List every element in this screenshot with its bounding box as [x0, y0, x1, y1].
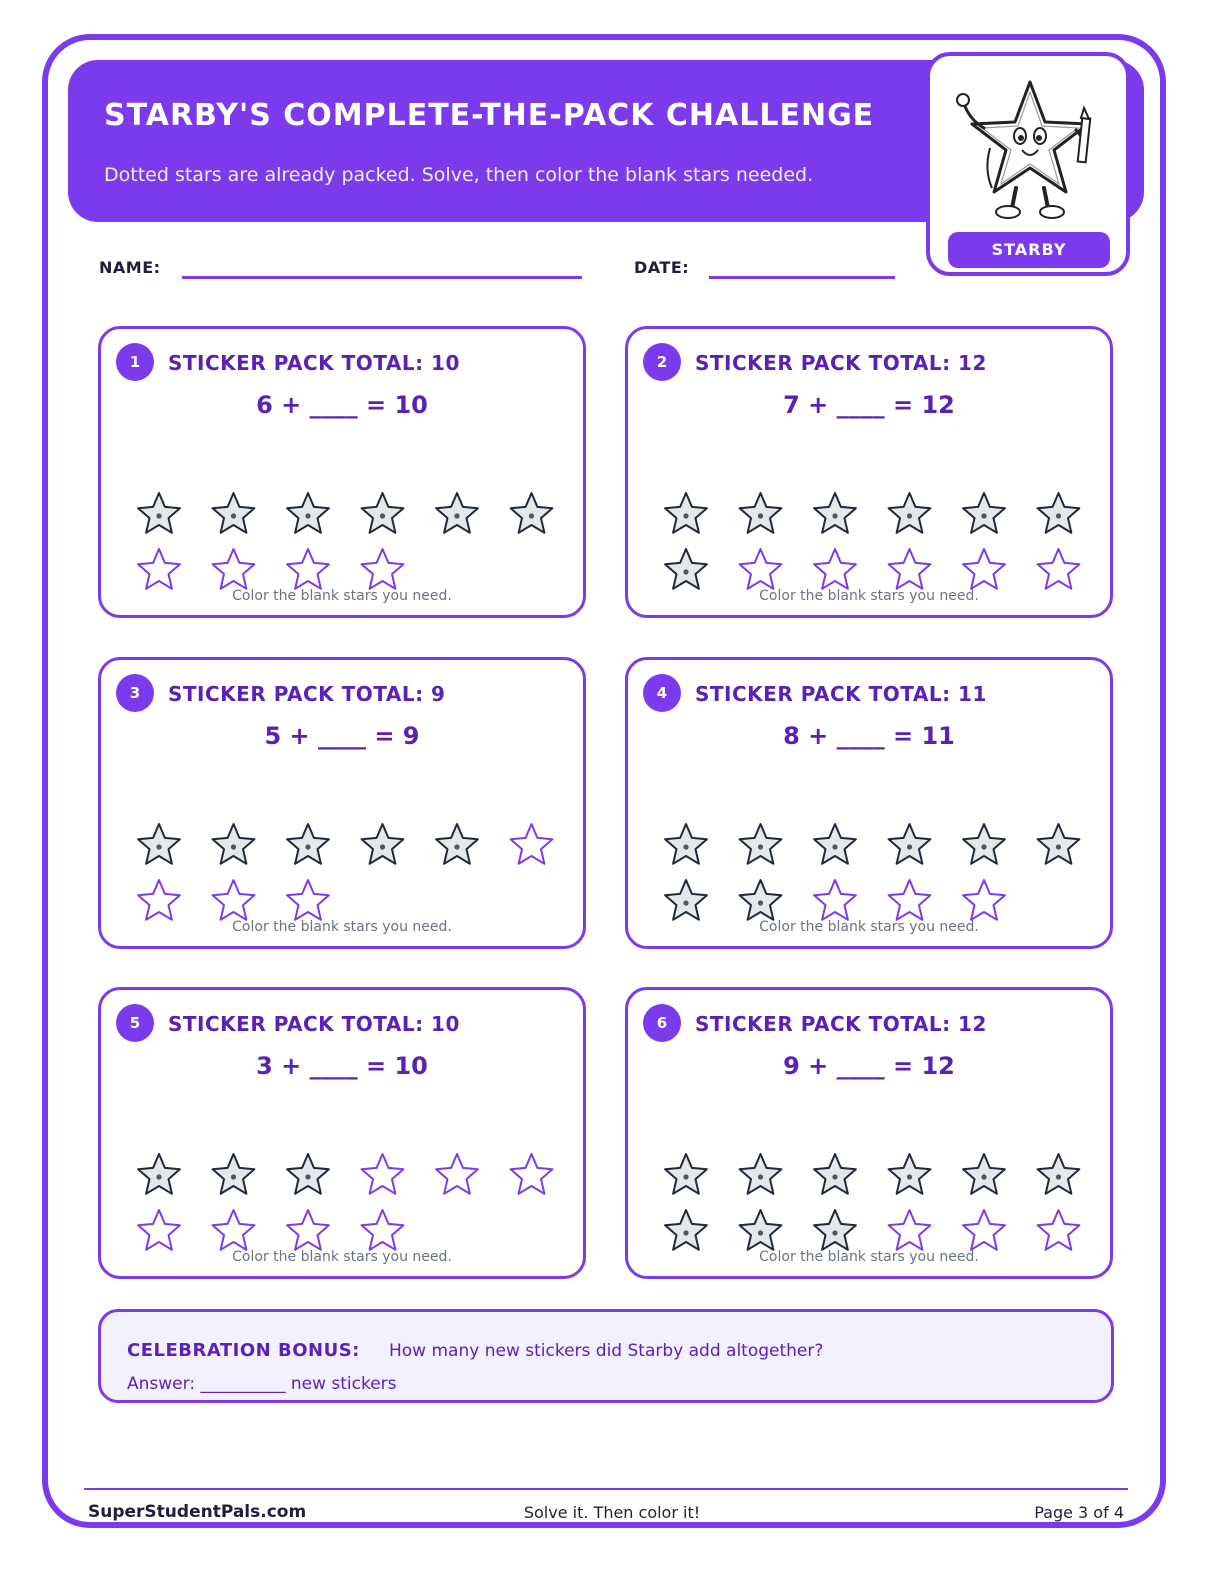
problem-hint: Color the blank stars you need. — [759, 919, 979, 935]
bonus-label: CELEBRATION BONUS: — [127, 1340, 360, 1361]
star-group — [101, 660, 589, 952]
packed-star-icon — [1038, 493, 1080, 533]
packed-star-icon — [1038, 1154, 1080, 1194]
star-group — [628, 660, 1116, 952]
blank-star-icon[interactable] — [889, 549, 931, 589]
packed-star-icon — [814, 493, 856, 533]
packed-star-icon — [665, 880, 707, 920]
blank-star-icon[interactable] — [1038, 549, 1080, 589]
packed-star-icon — [889, 824, 931, 864]
blank-star-icon[interactable] — [362, 1210, 404, 1250]
problem-equation[interactable]: 3 + ____ = 10 — [256, 1052, 428, 1080]
celebration-bonus-box — [98, 1309, 1114, 1403]
star-group — [101, 329, 589, 621]
problem-card-1 — [98, 326, 586, 618]
bonus-answer-field[interactable]: Answer: __________ new stickers — [127, 1374, 397, 1394]
problem-hint: Color the blank stars you need. — [232, 588, 452, 604]
blank-star-icon[interactable] — [287, 549, 329, 589]
blank-star-icon[interactable] — [963, 880, 1005, 920]
problem-card-5 — [98, 987, 586, 1279]
packed-star-icon — [511, 493, 553, 533]
blank-star-icon[interactable] — [138, 1210, 180, 1250]
packed-star-icon — [665, 1210, 707, 1250]
problem-card-3 — [98, 657, 586, 949]
problem-number-badge: 5 — [116, 1004, 154, 1042]
packed-star-icon — [362, 824, 404, 864]
packed-star-icon — [436, 824, 478, 864]
packed-star-icon — [814, 1154, 856, 1194]
packed-star-icon — [1038, 824, 1080, 864]
problem-card-6 — [625, 987, 1113, 1279]
packed-star-icon — [889, 493, 931, 533]
packed-star-icon — [814, 824, 856, 864]
packed-star-icon — [740, 1210, 782, 1250]
packed-star-icon — [665, 549, 707, 589]
blank-star-icon[interactable] — [889, 1210, 931, 1250]
packed-star-icon — [665, 1154, 707, 1194]
problem-title: STICKER PACK TOTAL: 11 — [695, 682, 987, 706]
problem-title: STICKER PACK TOTAL: 12 — [695, 351, 987, 375]
packed-star-icon — [889, 1154, 931, 1194]
packed-star-icon — [814, 1210, 856, 1250]
blank-star-icon[interactable] — [436, 1154, 478, 1194]
blank-star-icon[interactable] — [138, 549, 180, 589]
footer-page-number: Page 3 of 4 — [1034, 1503, 1124, 1522]
problem-equation[interactable]: 7 + ____ = 12 — [783, 391, 955, 419]
blank-star-icon[interactable] — [963, 1210, 1005, 1250]
problem-number-badge: 6 — [643, 1004, 681, 1042]
problem-equation[interactable]: 6 + ____ = 10 — [256, 391, 428, 419]
blank-star-icon[interactable] — [287, 880, 329, 920]
problem-equation[interactable]: 5 + ____ = 9 — [264, 722, 420, 750]
packed-star-icon — [138, 493, 180, 533]
mascot-name-badge: STARBY — [948, 232, 1110, 268]
star-mascot-with-pencil-icon — [950, 70, 1110, 230]
problem-hint: Color the blank stars you need. — [759, 1249, 979, 1265]
packed-star-icon — [287, 1154, 329, 1194]
packed-star-icon — [362, 493, 404, 533]
packed-star-icon — [740, 824, 782, 864]
packed-star-icon — [963, 1154, 1005, 1194]
problem-title: STICKER PACK TOTAL: 12 — [695, 1012, 987, 1036]
mascot-card — [926, 52, 1130, 276]
problem-number-badge: 2 — [643, 343, 681, 381]
blank-star-icon[interactable] — [213, 880, 255, 920]
packed-star-icon — [213, 824, 255, 864]
blank-star-icon[interactable] — [213, 1210, 255, 1250]
blank-star-icon[interactable] — [362, 549, 404, 589]
packed-star-icon — [287, 824, 329, 864]
problem-hint: Color the blank stars you need. — [232, 919, 452, 935]
blank-star-icon[interactable] — [889, 880, 931, 920]
packed-star-icon — [665, 493, 707, 533]
problem-equation[interactable]: 9 + ____ = 12 — [783, 1052, 955, 1080]
packed-star-icon — [213, 1154, 255, 1194]
packed-star-icon — [740, 493, 782, 533]
blank-star-icon[interactable] — [1038, 1210, 1080, 1250]
packed-star-icon — [665, 824, 707, 864]
problem-number-badge: 4 — [643, 674, 681, 712]
packed-star-icon — [213, 493, 255, 533]
blank-star-icon[interactable] — [213, 549, 255, 589]
problem-title: STICKER PACK TOTAL: 10 — [168, 1012, 460, 1036]
problem-title: STICKER PACK TOTAL: 10 — [168, 351, 460, 375]
packed-star-icon — [740, 1154, 782, 1194]
problem-hint: Color the blank stars you need. — [232, 1249, 452, 1265]
packed-star-icon — [138, 1154, 180, 1194]
footer-divider — [84, 1488, 1128, 1490]
worksheet-instructions: Dotted stars are already packed. Solve, then color the blank stars needed. — [104, 164, 814, 186]
packed-star-icon — [287, 493, 329, 533]
star-group — [628, 990, 1116, 1282]
blank-star-icon[interactable] — [287, 1210, 329, 1250]
worksheet-title: STARBY'S COMPLETE-THE-PACK CHALLENGE — [104, 98, 875, 133]
problem-number-badge: 3 — [116, 674, 154, 712]
problem-hint: Color the blank stars you need. — [759, 588, 979, 604]
problem-number-badge: 1 — [116, 343, 154, 381]
problem-card-2 — [625, 326, 1113, 618]
packed-star-icon — [740, 880, 782, 920]
name-label: NAME: — [99, 258, 161, 277]
footer-tagline: Solve it. Then color it! — [523, 1503, 701, 1522]
blank-star-icon[interactable] — [138, 880, 180, 920]
problem-card-4 — [625, 657, 1113, 949]
name-field[interactable] — [182, 276, 582, 279]
blank-star-icon[interactable] — [740, 549, 782, 589]
date-field[interactable] — [709, 276, 895, 279]
footer-site: SuperStudentPals.com — [88, 1502, 307, 1522]
packed-star-icon — [138, 824, 180, 864]
star-group — [101, 990, 589, 1282]
packed-star-icon — [436, 493, 478, 533]
blank-star-icon[interactable] — [814, 549, 856, 589]
blank-star-icon[interactable] — [511, 1154, 553, 1194]
blank-star-icon[interactable] — [963, 549, 1005, 589]
packed-star-icon — [963, 493, 1005, 533]
blank-star-icon[interactable] — [362, 1154, 404, 1194]
packed-star-icon — [963, 824, 1005, 864]
blank-star-icon[interactable] — [814, 880, 856, 920]
problem-title: STICKER PACK TOTAL: 9 — [168, 682, 446, 706]
star-group — [628, 329, 1116, 621]
date-label: DATE: — [634, 258, 690, 277]
problem-equation[interactable]: 8 + ____ = 11 — [783, 722, 955, 750]
blank-star-icon[interactable] — [511, 824, 553, 864]
bonus-question: How many new stickers did Starby add altogether? — [389, 1341, 824, 1361]
